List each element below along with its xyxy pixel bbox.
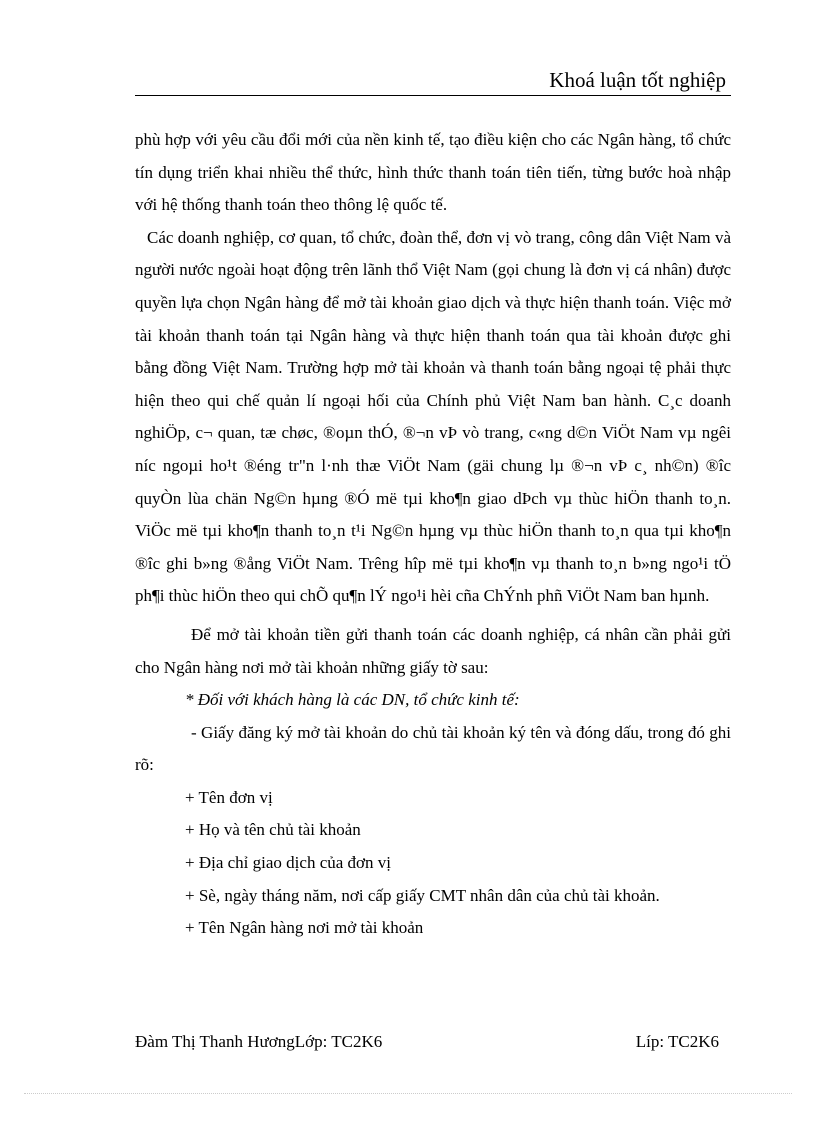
list-item: + Tên Ngân hàng nơi mở tài khoản	[185, 918, 424, 938]
list-item: + Họ và tên chủ tài khoản	[185, 820, 361, 840]
footer-class: Líp: TC2K6	[635, 1032, 719, 1051]
header-divider	[135, 95, 731, 96]
paragraph-3: Để mở tài khoản tiền gửi thanh toán các doanh nghiệp, cá nhân cần phải gửi cho Ngân hàng nơi mở tài khoản những giấy tờ sau:	[135, 624, 731, 677]
page-bottom-divider	[24, 1093, 792, 1094]
document-body	[135, 124, 731, 945]
paragraph-registration: - Giấy đăng ký mở tài khoản do chủ tài khoản ký tên và đóng dấu, trong đó ghi rõ:	[135, 722, 731, 775]
list-item: + Sè, ngày tháng năm, nơi cấp giấy CMT nhân dân của chủ tài khoản.	[185, 885, 660, 905]
list-item: + Địa chỉ giao dịch của đơn vị	[185, 853, 391, 873]
footer-author: Đàm Thị Thanh HươngLớp: TC2K6	[135, 1032, 383, 1051]
paragraph-1: phù hợp với yêu cầu đổi mới của nền kinh tế, tạo điều kiện cho các Ngân hàng, tổ chức tín dụng triển khai nhiều thể thức, hình thức thanh toán tiên tiến, từng bước hoà nhập với hệ thống thanh toán theo thông lệ quốc tế.	[135, 130, 731, 215]
list-item: + Tên đơn vị	[185, 787, 273, 807]
header-title: Khoá luận tốt nghiệp	[549, 68, 726, 92]
paragraph-2: Các doanh nghiệp, cơ quan, tổ chức, đoàn thể, đơn vị vò trang, công dân Việt Nam và người nước ngoài hoạt động trên lãnh thổ Việt Nam (gọi chung là đơn vị cá nhân) được quyền lựa chọn Ngân hàng để mở tài khoản giao dịch và thực hiện thanh toán. Việc mở tài khoản thanh toán tại Ngân hàng và thực hiện thanh toán qua tài khoản được ghi bằng đồng Việt Nam. Trường hợp mở tài khoản và thanh toán bằng ngoại tệ phải thực hiện theo qui chế quản lí ngoại hối của Chính phủ Việt Nam ban hành. C¸c doanh nghiÖp, c¬ quan, tæ chøc, ®oµn thÓ, ®¬n vÞ vò trang, c«ng d©n ViÖt Nam vµ ngêi níc ngoµi ho¹t ®éng tr"n l·nh thæ ViÖt Nam (gäi chung lµ ®¬n vÞ c¸ nh©n) ®îc quyÒn lùa chän Ng©n hµng ®Ó më tµi kho¶n giao dÞch vµ thùc hiÖn thanh to¸n. ViÖc më tµi kho¶n thanh to¸n t¹i Ng©n hµng vµ thùc hiÖn thanh to¸n qua tµi kho¶n ®îc ghi b»ng ®ång ViÖt Nam. Trêng hîp më tµi kho¶n vµ thanh to¸n b»ng ngo¹i tÖ ph¶i thùc hiÖn theo qui chÕ qu¶n lÝ ngo¹i hèi cña ChÝnh phñ ViÖt Nam ban hµnh.	[135, 227, 731, 606]
subheading-enterprises: * Đối với khách hàng là các DN, tổ chức kinh tế:	[185, 690, 520, 710]
